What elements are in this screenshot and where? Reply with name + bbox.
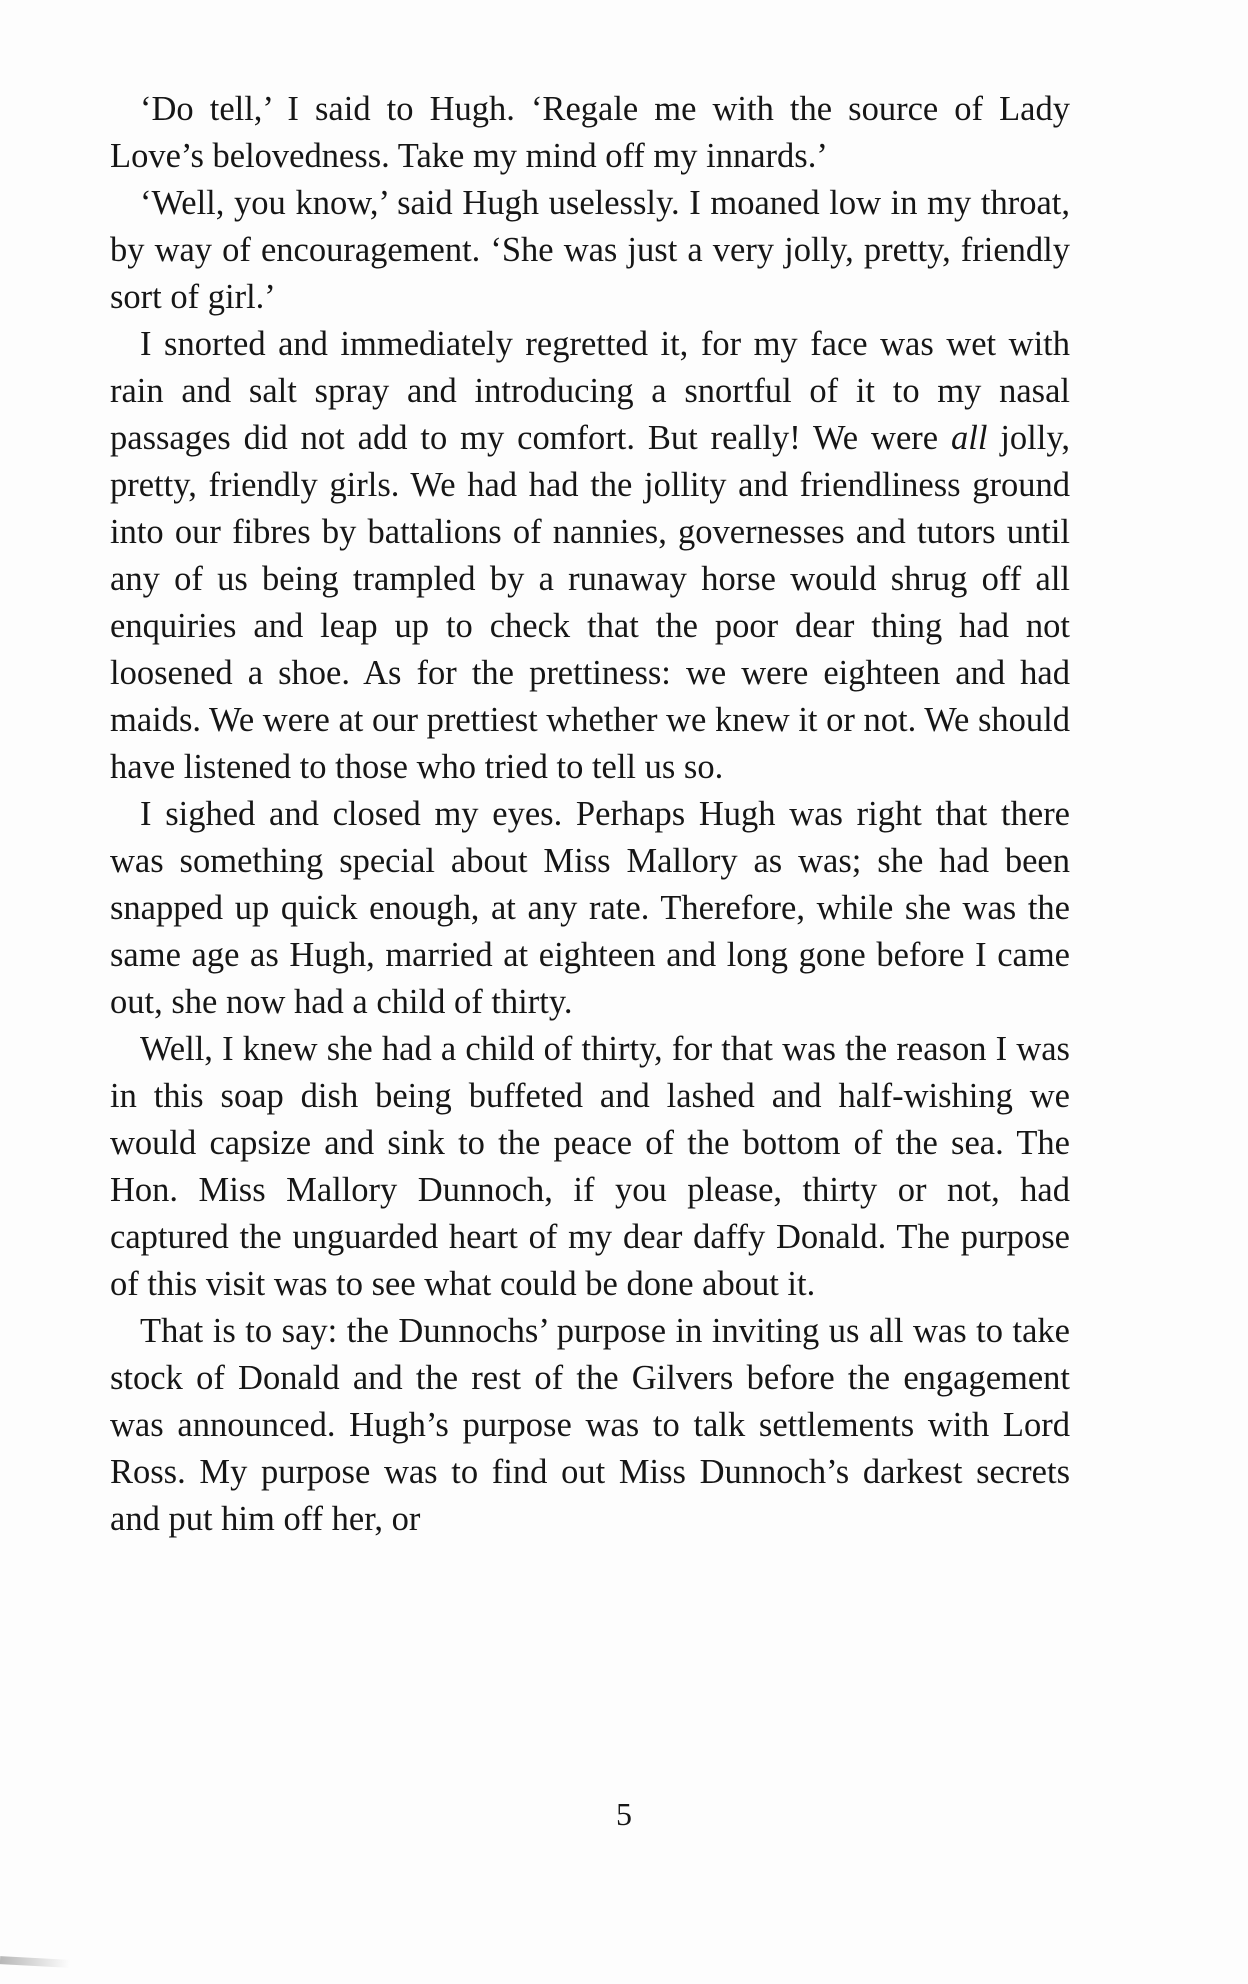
paragraph bbox=[110, 791, 1070, 1026]
paragraph bbox=[110, 86, 1070, 180]
text-segment: That is to say: the Dunnochs’ purpose in inviting us all was to take stock of Donald and the rest of the Gilvers before the engagement was announced. Hugh’s purpose was to talk settlements with Lord Ross. My purpose was to find out Miss Dunnoch’s darkest secrets and put him off her, or bbox=[110, 1312, 1070, 1538]
text-segment: I snorted and immediately regretted it, for my face was wet with rain and salt spray and introducing a snortful of it to my nasal passages did not add to my comfort. But really! We were bbox=[110, 325, 1070, 457]
text-segment: ‘Do tell,’ I said to Hugh. ‘Regale me with the source of Lady Love’s belovedness. Take my mind off my innards.’ bbox=[110, 90, 1070, 175]
text-segment: jolly, pretty, friendly girls. We had had the jollity and friendliness ground into our fibres by battalions of nannies, governesses and tutors until any of us being trampled by a runaway horse would shrug off all enquiries and leap up to check that the poor dear thing had not loosened a shoe. As for the prettiness: we were eighteen and had maids. We were at our prettiest whether we knew it or not. We should have listened to those who tried to tell us so. bbox=[110, 419, 1070, 786]
italic-text: all bbox=[951, 419, 988, 457]
text-segment: I sighed and closed my eyes. Perhaps Hugh was right that there was something special about Miss Mallory as was; she had been snapped up quick enough, at any rate. Therefore, while she was the same age as Hugh, married at eighteen and long gone before I came out, she now had a child of thirty. bbox=[110, 795, 1070, 1021]
page-number: 5 bbox=[616, 1796, 632, 1832]
paragraph bbox=[110, 1026, 1070, 1308]
body-text bbox=[110, 86, 1070, 1543]
scan-edge-mark bbox=[0, 1956, 70, 1968]
paragraph bbox=[110, 1308, 1070, 1543]
paragraph bbox=[110, 180, 1070, 321]
text-segment: Well, I knew she had a child of thirty, for that was the reason I was in this soap dish being buffeted and lashed and half-wishing we would capsize and sink to the peace of the bottom of the sea. The Hon. Miss Mallory Dunnoch, if you please, thirty or not, had captured the unguarded heart of my dear daffy Donald. The purpose of this visit was to see what could be done about it. bbox=[110, 1030, 1070, 1303]
paragraph bbox=[110, 321, 1070, 791]
text-segment: ‘Well, you know,’ said Hugh uselessly. I moaned low in my throat, by way of encouragement. ‘She was just a very jolly, pretty, friendly sort of girl.’ bbox=[110, 184, 1070, 316]
